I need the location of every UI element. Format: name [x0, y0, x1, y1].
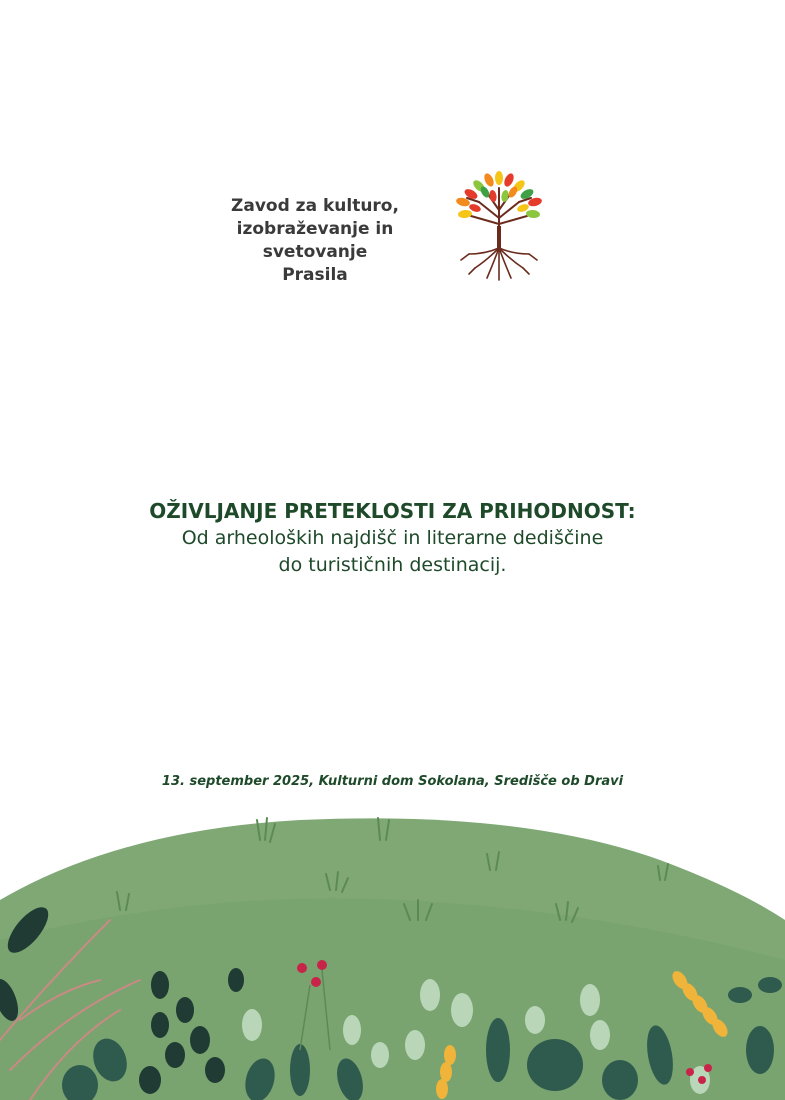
- organization-name-line-3: svetovanje: [262, 242, 368, 262]
- organization-name-line-1: Zavod za kulturo,: [231, 196, 399, 216]
- document-title-block: [60, 497, 725, 579]
- tree-of-life-icon: [455, 168, 543, 283]
- document-subtitle-line-1: Od arheoloških najdišč in literarne dediščine: [181, 527, 604, 549]
- document-subtitle-line-2: do turističnih destinacij.: [278, 554, 507, 576]
- event-details: 13. september 2025, Kulturni dom Sokolana, Središče ob Dravi: [161, 774, 624, 789]
- organization-name-line-4: Prasila: [282, 265, 348, 285]
- document-title: OŽIVLJANJE PRETEKLOSTI ZA PRIHODNOST:: [149, 499, 636, 523]
- organization-name-line-2: izobraževanje in: [236, 219, 394, 239]
- meadow-hill-illustration: [0, 810, 785, 1100]
- organization-name: [200, 195, 430, 287]
